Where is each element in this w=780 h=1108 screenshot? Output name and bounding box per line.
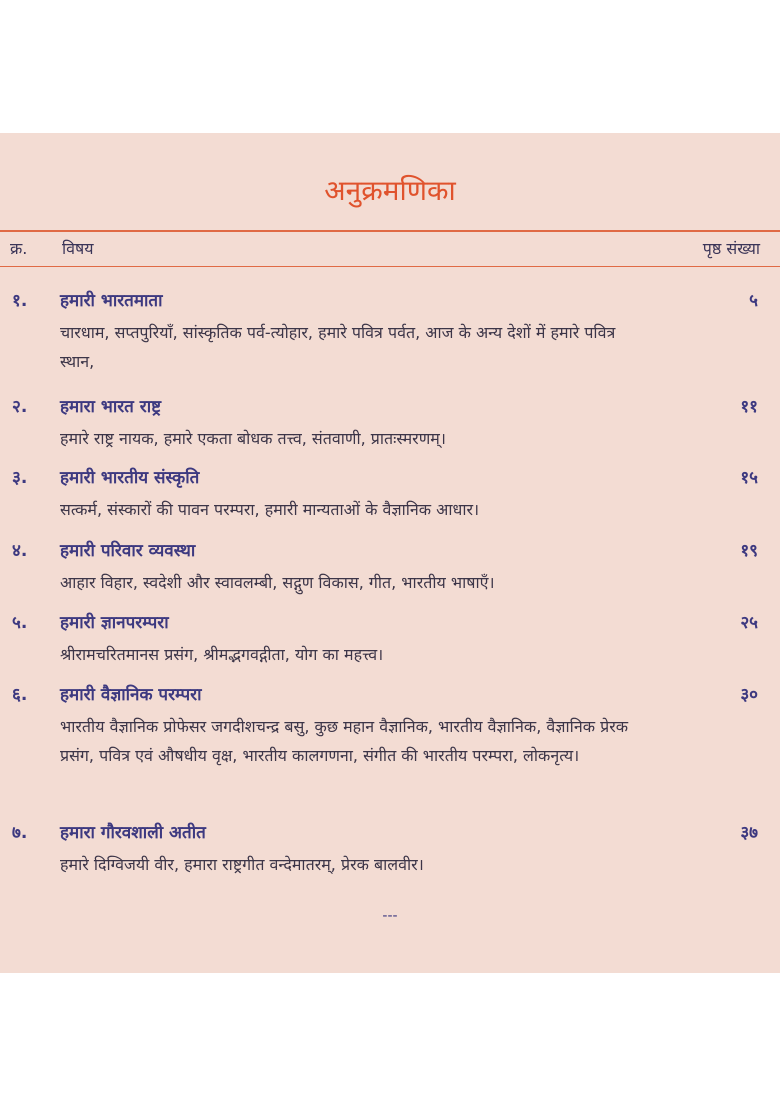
column-header-serial: क्र. xyxy=(10,239,28,258)
entry-description: सत्कर्म, संस्कारों की पावन परम्परा, हमारी मान्यताओं के वैज्ञानिक आधार। xyxy=(60,500,480,519)
entry-description: भारतीय वैज्ञानिक प्रोफेसर जगदीशचन्द्र बसु, कुछ महान वैज्ञानिक, भारतीय वैज्ञानिक, वैज्ञानिक प्रेरक प्रसंग, पवित्र एवं औषधीय वृक्ष, भारतीय कालगणना, संगीत की भारतीय परम्परा, लोकनृत्य। xyxy=(60,717,629,765)
entry-heading: हमारी ज्ञानपरम्परा xyxy=(60,613,169,633)
entry-page-number: ११ xyxy=(740,397,758,417)
entry-number: ३. xyxy=(12,468,28,488)
page-title: अनुक्रमणिका xyxy=(324,174,456,207)
entry-heading: हमारा भारत राष्ट्र xyxy=(60,397,162,417)
column-header-subject: विषय xyxy=(62,239,94,258)
entry-number: १. xyxy=(12,291,28,311)
entry-number: २. xyxy=(12,397,28,417)
end-mark: --- xyxy=(382,908,398,924)
entry-description: हमारे राष्ट्र नायक, हमारे एकता बोधक तत्त्व, संतवाणी, प्रातःस्मरणम्। xyxy=(60,429,446,448)
entry-description: चारधाम, सप्तपुरियाँ, सांस्कृतिक पर्व-त्योहार, हमारे पवित्र पर्वत, आज के अन्य देशों में हमारे पवित्र स्थान, xyxy=(60,323,616,371)
entry-number: ६. xyxy=(12,685,28,705)
entry-heading: हमारी भारतमाता xyxy=(60,291,163,311)
entry-heading: हमारी परिवार व्यवस्था xyxy=(60,541,196,561)
column-header-page: पृष्ठ संख्या xyxy=(702,239,760,258)
book-page xyxy=(0,133,780,973)
entry-page-number: ३७ xyxy=(740,823,758,843)
entry-number: ७. xyxy=(12,823,28,843)
entry-heading: हमारी भारतीय संस्कृति xyxy=(60,468,200,488)
entry-page-number: ५ xyxy=(749,291,758,311)
entry-page-number: २५ xyxy=(740,613,758,633)
entry-description: हमारे दिग्विजयी वीर, हमारा राष्ट्रगीत वन्देमातरम्, प्रेरक बालवीर। xyxy=(60,855,424,874)
entry-page-number: ३० xyxy=(740,685,758,705)
entry-heading: हमारा गौरवशाली अतीत xyxy=(60,823,206,843)
header-bottom-rule xyxy=(0,266,780,267)
entry-number: ५. xyxy=(12,613,28,633)
entry-heading: हमारी वैज्ञानिक परम्परा xyxy=(60,685,202,705)
entry-page-number: १५ xyxy=(740,468,758,488)
header-top-rule xyxy=(0,230,780,232)
entry-description: श्रीरामचरितमानस प्रसंग, श्रीमद्भगवद्गीता, योग का महत्त्व। xyxy=(60,645,384,664)
entry-page-number: १९ xyxy=(740,541,758,561)
entry-number: ४. xyxy=(12,541,28,561)
entry-description: आहार विहार, स्वदेशी और स्वावलम्बी, सद्गुण विकास, गीत, भारतीय भाषाएँ। xyxy=(60,573,495,592)
